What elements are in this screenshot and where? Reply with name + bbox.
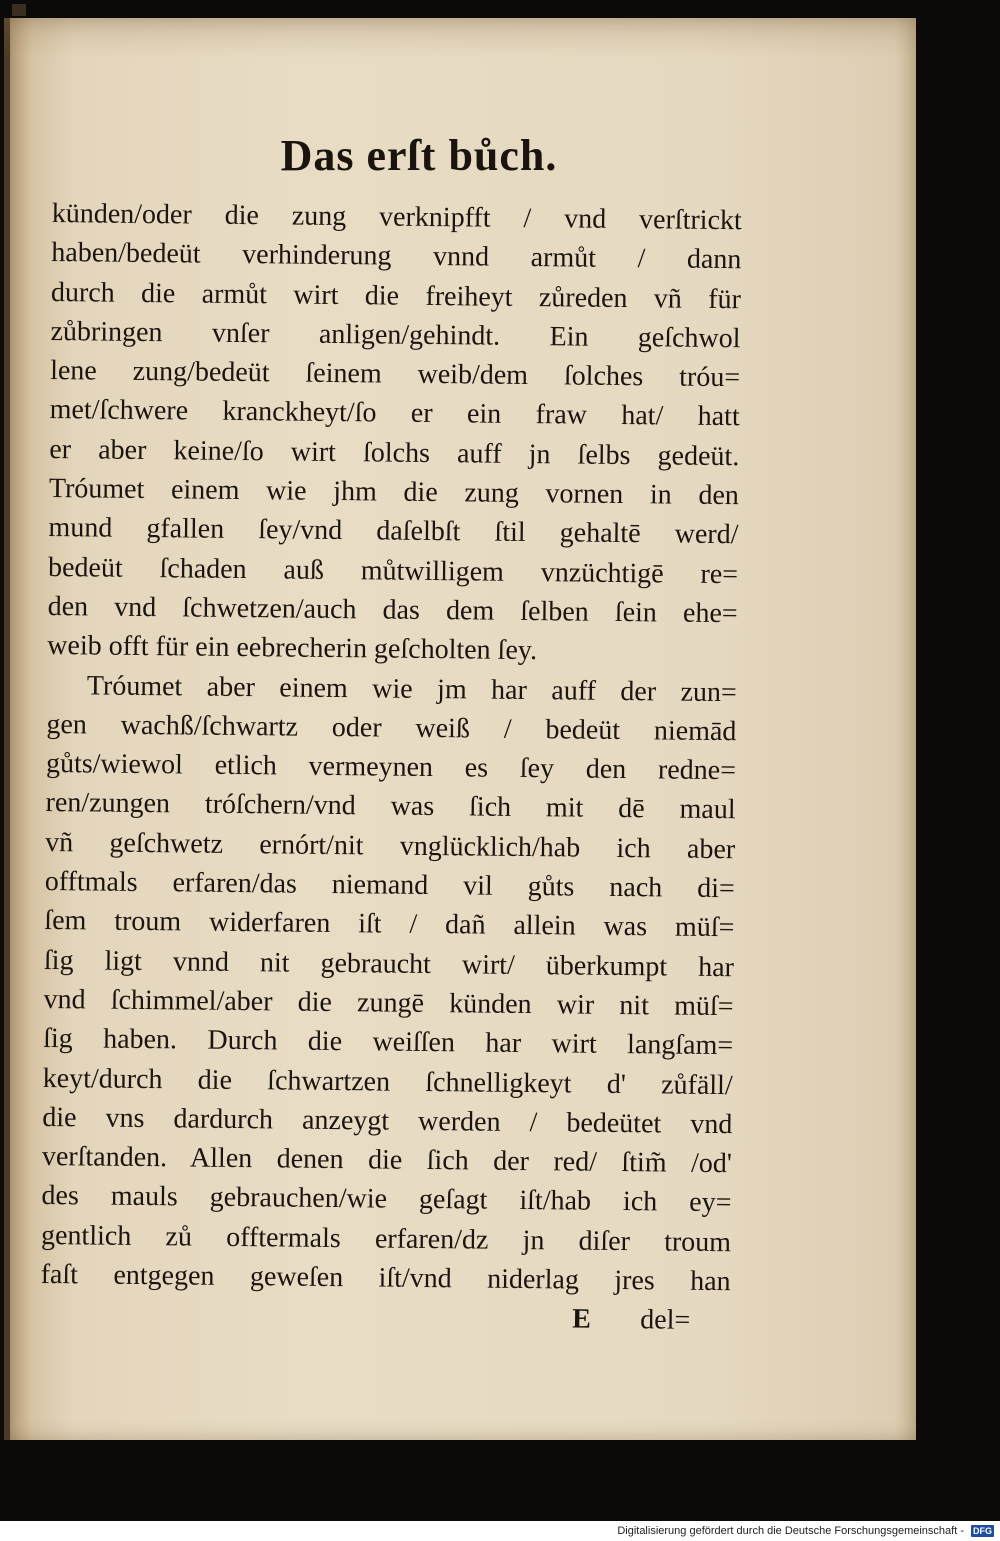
funding-note: Digitalisierung gefördert durch die Deutsche Forschungsgemeinschaft -: [617, 1525, 964, 1537]
signature-mark: E: [572, 1303, 592, 1336]
catchword: del=: [640, 1304, 691, 1337]
text-line: gůts/wiewol etlich vermeynen es ſey den redne=: [45, 748, 737, 787]
text-line: gentlich zů offtermals erfaren/dz jn diſer troum: [40, 1219, 732, 1258]
text-line: durch die armůt wirt die freiheyt zůreden vñ für: [50, 276, 742, 315]
text-line: Tróumet einem wie jhm die zung vornen in den: [48, 473, 740, 512]
corner-mark: [12, 4, 26, 16]
text-line: lene zung/bedeüt ſeinem weib/dem ſolches tróu=: [49, 355, 741, 394]
text-line: Tróumet aber einem wie jm har auff der zun=: [86, 669, 737, 708]
text-block: [40, 194, 742, 1341]
text-line: mund gfallen ſey/vnd daſelbſt ſtil gehaltē werd/: [48, 512, 739, 551]
text-line: met/ſchwere kranckheyt/ſo er ein fraw hat/ hatt: [49, 394, 740, 433]
text-line: vñ geſchwetz ernórt/nit vnglücklich/hab ich aber: [45, 826, 736, 865]
text-line: ſig haben. Durch die weiſſen har wirt langſam=: [42, 1023, 734, 1062]
text-line: des mauls gebrauchen/wie geſagt iſt/hab ich ey=: [41, 1180, 732, 1219]
text-line: bedeüt ſchaden auß můtwilligem vnzüchtigē re=: [47, 551, 739, 590]
text-line: ſem troum widerfaren iſt / dañ allein was müſ=: [44, 905, 735, 944]
text-line: weib offt für ein eebrecherin geſcholten ſey.: [47, 630, 538, 667]
text-line: zůbringen vnſer anligen/gehindt. Ein geſchwol: [50, 315, 741, 355]
text-line: ſig ligt vnnd nit gebraucht wirt/ überkumpt har: [43, 944, 735, 983]
catchword-row: [40, 1294, 730, 1341]
running-title: Das erſt bůch.: [280, 131, 558, 180]
text-line: vnd ſchimmel/aber die zungē künden wir nit müſ=: [43, 983, 734, 1023]
text-line: keyt/durch die ſchwartzen ſchnelligkeyt d' zůfäll/: [42, 1062, 733, 1101]
text-line: künden/oder die zung verknipfft / vnd verſtrickt: [51, 197, 742, 237]
text-line: gen wachß/ſchwartz oder weiß / bedeüt niemād: [46, 708, 737, 748]
text-line: verſtanden. Allen denen die ſich der red/ ſtim̃ /od': [41, 1141, 733, 1180]
text-line: faſt entgegen geweſen iſt/vnd niderlag jres han: [40, 1258, 731, 1298]
footer: [0, 1521, 1000, 1541]
text-line: die vns dardurch anzeygt werden / bedeütet vnd: [42, 1101, 733, 1141]
text-line: offtmals erfaren/das niemand vil gůts nach di=: [44, 866, 735, 905]
text-line: haben/bedeüt verhinderung vnnd armůt / dann: [51, 237, 742, 276]
text-line: ren/zungen tróſchern/vnd was ſich mit dē maul: [45, 787, 736, 826]
book-page: [4, 18, 916, 1440]
text-line: den vnd ſchwetzen/auch das dem ſelben ſein ehe=: [47, 590, 738, 630]
text-line: er aber keine/ſo wirt ſolchs auff jn ſelbs gedeüt.: [49, 433, 740, 472]
dfg-logo: DFG: [973, 1526, 992, 1536]
